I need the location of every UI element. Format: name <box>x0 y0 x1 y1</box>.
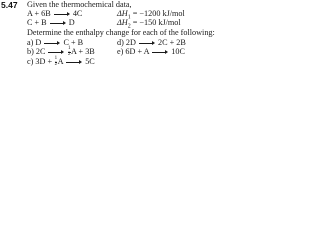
part-lhs-tail: A <box>57 57 64 66</box>
reaction-2-lhs: C + B <box>27 18 47 27</box>
fraction-numerator: 1 <box>68 46 71 52</box>
part-label: a) <box>27 38 34 47</box>
delta-h-label: ΔH <box>117 9 128 18</box>
delta-h-value: = −1200 kJ/mol <box>132 9 185 18</box>
fraction-numerator: 1 <box>54 56 58 62</box>
arrow-right-icon <box>48 49 64 55</box>
part-label: e) <box>117 47 124 56</box>
part-lhs: 2C <box>35 47 46 56</box>
instruction-text: Determine the enthalpy change for each of the following: <box>27 28 215 37</box>
part-lhs: 3D + <box>35 57 53 66</box>
part-label: b) <box>27 47 34 56</box>
problem-card <box>0 0 215 70</box>
problem-intro: Given the thermochemical data, <box>27 0 132 9</box>
reaction-1-lhs: A + 6B <box>27 9 51 18</box>
delta-h-value: = −150 kJ/mol <box>132 18 181 27</box>
part-lhs: D <box>35 38 42 47</box>
arrow-right-icon <box>66 59 82 65</box>
part-b <box>27 47 95 57</box>
reaction-1-rhs: 4C <box>72 9 83 18</box>
arrow-right-icon <box>54 11 70 17</box>
delta-h-subscript: 2 <box>127 23 131 30</box>
fraction-denominator: 2 <box>68 51 71 57</box>
arrow-right-icon <box>139 40 155 46</box>
arrow-right-icon <box>50 20 66 26</box>
part-label: d) <box>117 38 124 47</box>
reaction-2-enthalpy <box>117 18 181 28</box>
reaction-2 <box>27 18 75 28</box>
delta-h-label: ΔH <box>117 18 128 27</box>
arrow-right-icon <box>44 40 60 46</box>
part-c <box>27 57 95 67</box>
part-e <box>117 47 185 57</box>
part-rhs: 2C + 2B <box>157 38 186 47</box>
fraction-denominator: 2 <box>54 61 58 67</box>
part-rhs: 5C <box>85 57 95 66</box>
part-label: c) <box>27 57 34 66</box>
part-rhs: 10C <box>171 47 185 56</box>
delta-h-subscript: 1 <box>127 14 131 21</box>
arrow-right-icon <box>152 49 168 55</box>
part-lhs: 2D <box>125 38 136 47</box>
reaction-2-rhs: D <box>68 18 75 27</box>
problem-number: 5.47 <box>1 0 18 10</box>
part-lhs: 6D + A <box>125 47 150 56</box>
part-rhs: A + 3B <box>71 47 95 56</box>
part-rhs: C + B <box>63 38 84 47</box>
